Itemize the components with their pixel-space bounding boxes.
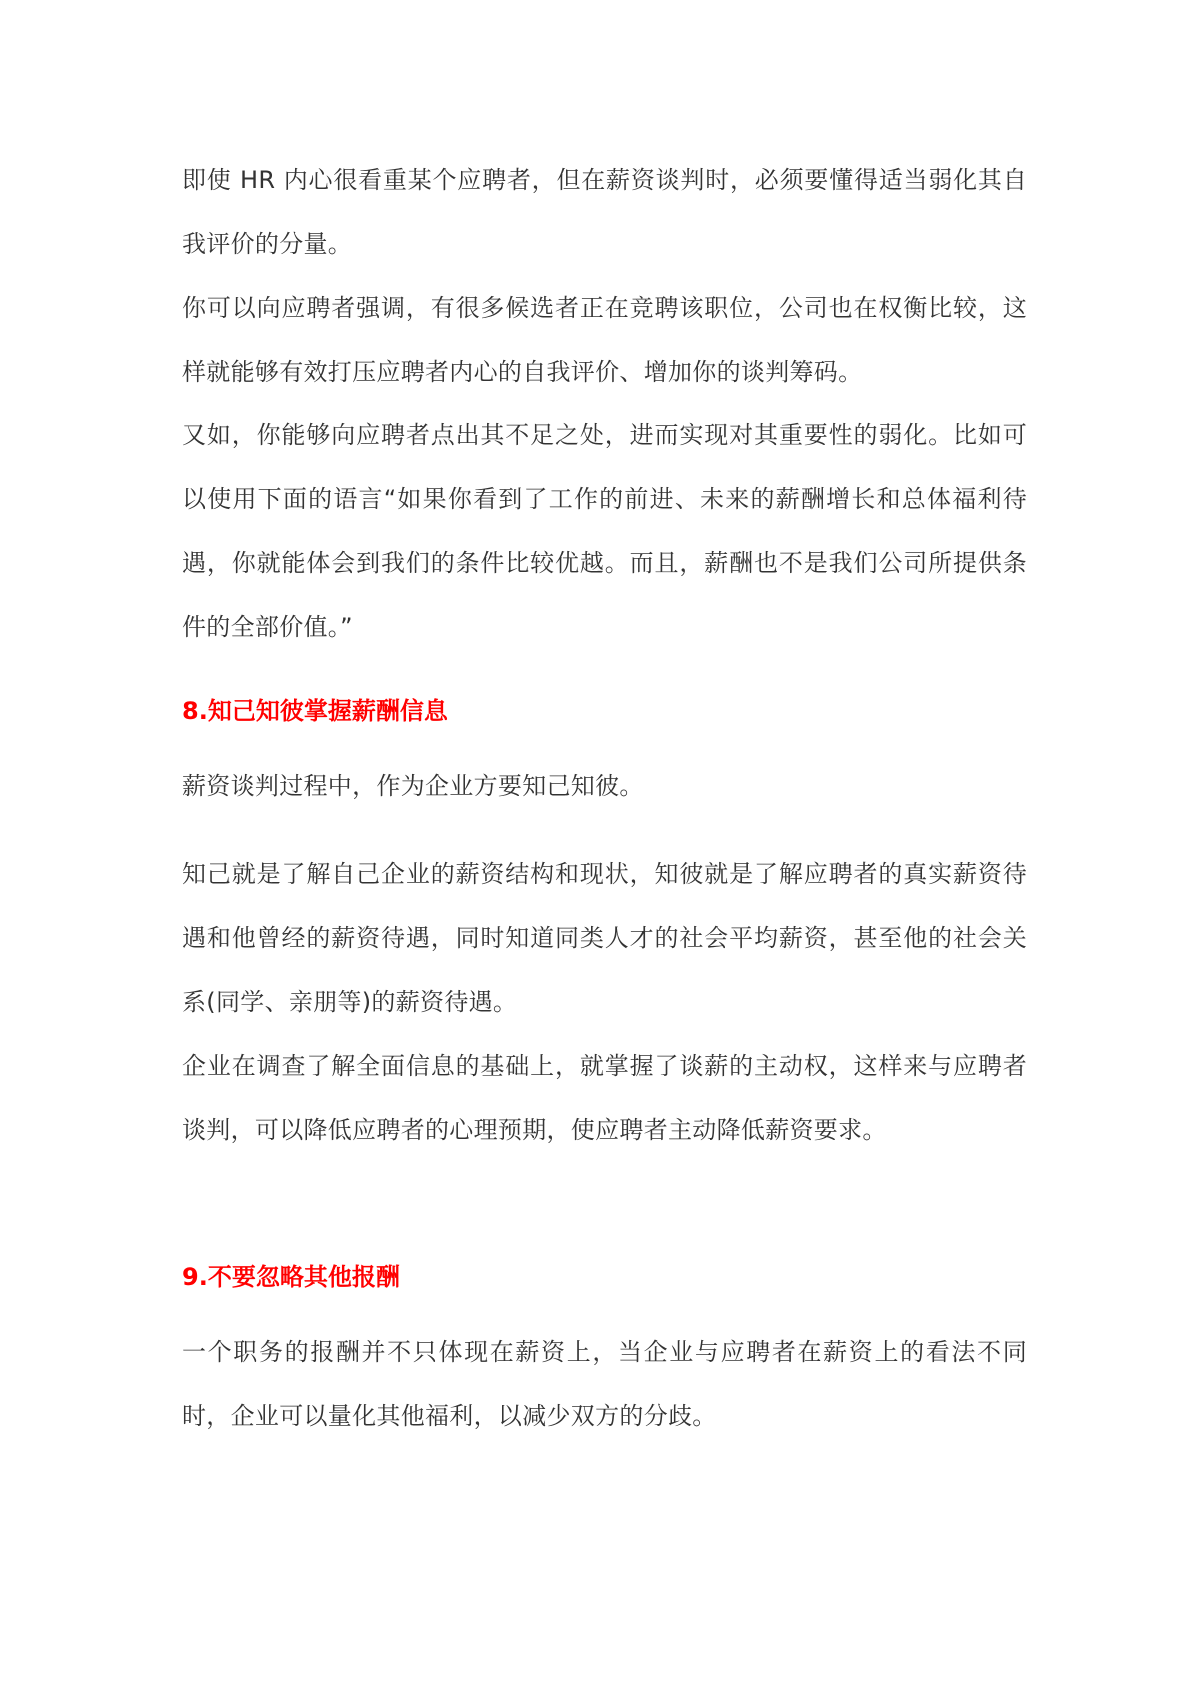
paragraph-know-both-sides: 薪资谈判过程中，作为企业方要知己知彼。 [182,772,644,800]
paragraph-hr-self-evaluation: 即使 HR 内心很看重某个应聘者，但在薪资谈判时，必须要懂得适当弱化其自我评价的分量。 [182,166,1027,258]
section-8-heading: 8.知己知彼掌握薪酬信息 [182,697,448,725]
paragraph-know-self-know-other: 知己就是了解自己企业的薪资结构和现状，知彼就是了解应聘者的真实薪资待遇和他曾经的薪资待遇，同时知道同类人才的社会平均薪资，甚至他的社会关系(同学、亲朋等)的薪资待遇。 [182,860,1027,1016]
section-9-heading: 9.不要忽略其他报酬 [182,1263,400,1291]
paragraph-initiative-in-negotiation: 企业在调查了解全面信息的基础上，就掌握了谈薪的主动权，这样来与应聘者谈判，可以降低应聘者的心理预期，使应聘者主动降低薪资要求。 [182,1052,1027,1144]
paragraph-emphasize-competition: 你可以向应聘者强调，有很多候选者正在竞聘该职位，公司也在权衡比较，这样就能够有效打压应聘者内心的自我评价、增加你的谈判筹码。 [182,294,1027,386]
paragraph-point-out-weakness: 又如，你能够向应聘者点出其不足之处，进而实现对其重要性的弱化。比如可以使用下面的语言“如果你看到了工作的前进、未来的薪酬增长和总体福利待遇，你就能体会到我们的条件比较优越。而且，薪酬也不是我们公司所提供条件的全部价值。” [182,421,1027,641]
paragraph-other-compensation: 一个职务的报酬并不只体现在薪资上，当企业与应聘者在薪资上的看法不同时，企业可以量化其他福利，以减少双方的分歧。 [182,1338,1027,1430]
